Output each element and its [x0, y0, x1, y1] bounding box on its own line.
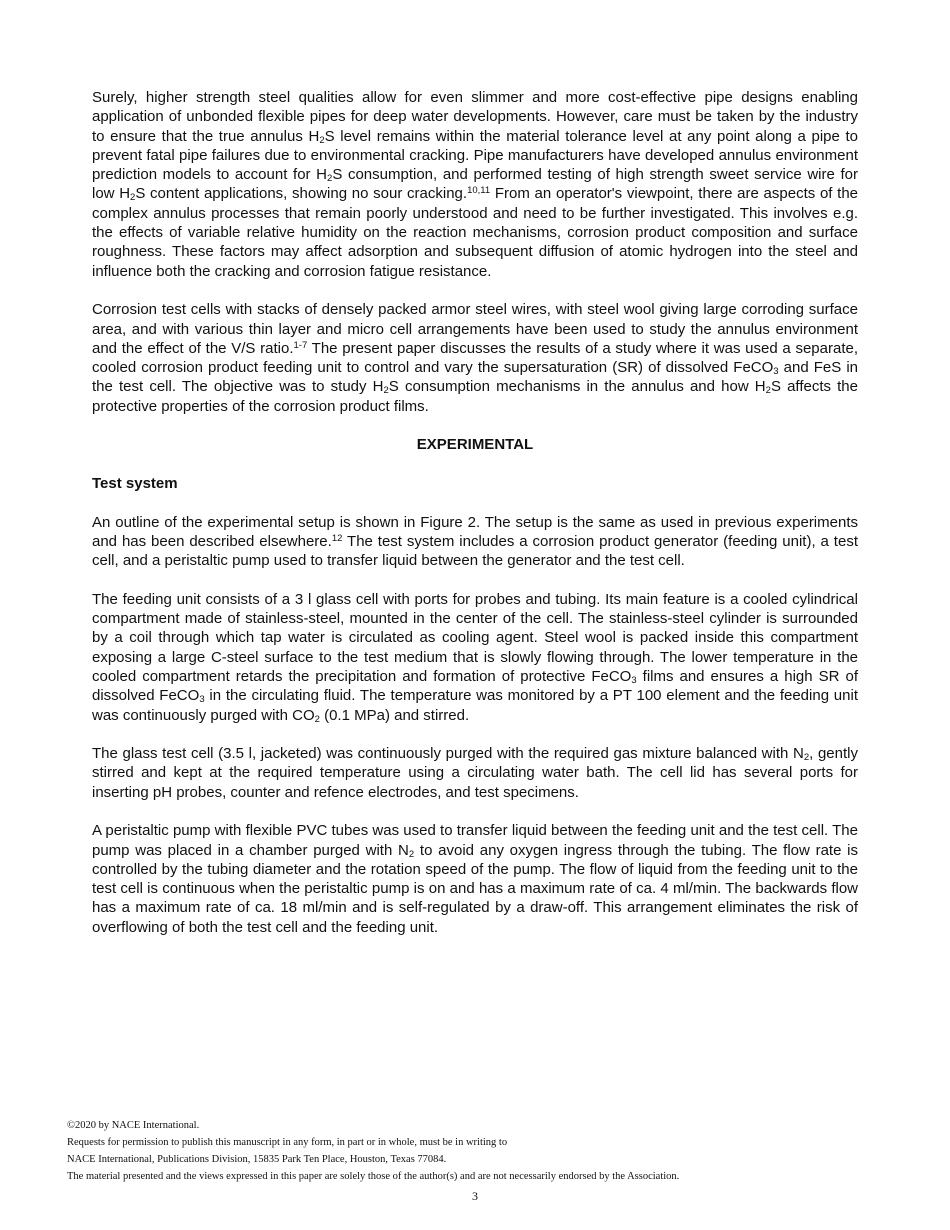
text-run: A peristaltic pump with flexible PVC tubes was used to transfer liquid between the feeding unit and the test cell. The pump was placed in a chamber purged with N	[92, 822, 858, 859]
subsection-heading-test-system: Test system	[92, 474, 178, 492]
subscript: 3	[199, 694, 205, 706]
citation-superscript: 1-7	[293, 339, 308, 351]
text-run: to avoid any oxygen ingress through the tubing. The flow rate is controlled by the tubing diameter and the rotation speed of the pump. The flow of liquid from the feeding unit to the test cell is continuous when the peristaltic pump is on and has a maximum rate of ca. 4 ml/min. The backwards flow has a maximum rate of ca. 18 ml/min and is self-regulated by a draw-off. This arrangement eliminates the risk of overflowing of both the test cell and the feeding unit.	[92, 841, 858, 936]
text-run: S level remains within the material tolerance level at any point along a pipe to prevent fatal pipe failures due to environmental cracking. Pipe manufacturers have developed annulus environment prediction models to account for H	[92, 127, 858, 184]
text-run: The glass test cell (3.5 l, jacketed) was continuously purged with the required gas mixture balanced with N	[92, 745, 804, 763]
footer-permission-notice: Requests for permission to publish this manuscript in any form, in part or in whole, must be in writing to	[67, 1137, 508, 1148]
subscript: 2	[383, 385, 389, 397]
footer-disclaimer: The material presented and the views expressed in this paper are solely those of the author(s) and are not necessarily endorsed by the Association.	[67, 1171, 680, 1182]
subscript: 3	[631, 674, 637, 686]
body-content	[92, 88, 858, 956]
paragraph-feeding-unit	[92, 590, 858, 725]
subscript: 2	[319, 134, 325, 146]
section-heading-experimental: EXPERIMENTAL	[416, 436, 534, 454]
text-run: An outline of the experimental setup is shown in Figure 2. The setup is the same as used in previous experiments and has been described elsewhere.	[92, 513, 858, 550]
paragraph-peristaltic-pump	[92, 821, 858, 937]
text-run: , gently stirred and kept at the required temperature using a circulating water bath. The cell lid has several ports for inserting pH probes, counter and refence electrodes, and test specimens.	[92, 745, 858, 801]
text-run: S consumption, and performed testing of high strength sweet service wire for low H	[92, 166, 858, 203]
citation-superscript: 12	[331, 532, 343, 544]
subscript: 2	[408, 848, 415, 860]
text-run: The present paper discusses the results of a study where it was used a separate, cooled corrosion product feeding unit to control and vary the supersaturation (SR) of dissolved FeCO	[92, 339, 859, 377]
subscript: 2	[314, 713, 320, 725]
paragraph-glass-test-cell	[92, 744, 858, 802]
text-run: The test system includes a corrosion product generator (feeding unit), a test cell, and a peristaltic pump used to transfer liquid between the generator and the test cell.	[92, 532, 858, 570]
text-run: S affects the protective properties of the corrosion product films.	[92, 378, 858, 415]
subscript: 2	[765, 385, 771, 397]
text-run: Surely, higher strength steel qualities allow for even slimmer and more cost-effective pipe designs enabling application of unbonded flexible pipes for deep water developments. However, care must be taken by the industry to ensure that the true annulus H	[92, 89, 858, 145]
text-run: films and ensures a high SR of dissolved FeCO	[92, 667, 858, 705]
text-run: From an operator's viewpoint, there are aspects of the complex annulus processes that remain poorly understood and need to be further investigated. This involves e.g. the effects of variable relative humidity on the reaction mechanisms, corrosion product composition and surface roughness. These factors may affect adsorption and subsequent diffusion of atomic hydrogen into the steel and influence both the cracking and corrosion fatigue resistance.	[92, 185, 859, 280]
subscript: 2	[803, 752, 810, 764]
text-run: and FeS in the test cell. The objective was to study H	[92, 359, 859, 396]
paragraph-pipe-designs	[92, 88, 858, 281]
subscript: 2	[327, 173, 333, 185]
paragraph-corrosion-test-cells	[92, 300, 858, 416]
text-run: S consumption mechanisms in the annulus and how H	[388, 378, 766, 396]
citation-superscript: 10,11	[467, 185, 491, 197]
page-number: 3	[472, 1189, 478, 1203]
subscript: 2	[130, 192, 136, 204]
text-run: S content applications, showing no sour cracking.	[135, 185, 468, 203]
footer-copyright: ©2020 by NACE International.	[67, 1120, 200, 1131]
copyright-footer	[67, 1117, 887, 1185]
subscript: 3	[773, 366, 779, 378]
text-run: (0.1 MPa) and stirred.	[319, 706, 470, 724]
text-run: Corrosion test cells with stacks of densely packed armor steel wires, with steel wool giving large corroding surface area, and with various thin layer and micro cell arrangements have been used to study the annulus environment and the effect of the V/S ratio.	[92, 301, 858, 357]
paragraph-experimental-outline	[92, 513, 858, 571]
text-run: The feeding unit consists of a 3 l glass cell with ports for probes and tubing. Its main feature is a cooled cylindrical compartment made of stainless-steel, mounted in the center of the cell. The stainless-steel cylinder is surrounded by a coil through which tap water is circulated as cooling agent. Steel wool is packed inside this compartment exposing a large C-steel surface to the test medium that is slowly flowing through. The lower temperature in the cooled compartment retards the precipitation and formation of protective FeCO	[92, 590, 858, 685]
text-run: in the circulating fluid. The temperature was monitored by a PT 100 element and the feeding unit was continuously purged with CO	[92, 687, 858, 724]
footer-address: NACE International, Publications Division, 15835 Park Ten Place, Houston, Texas 77084.	[67, 1154, 447, 1165]
